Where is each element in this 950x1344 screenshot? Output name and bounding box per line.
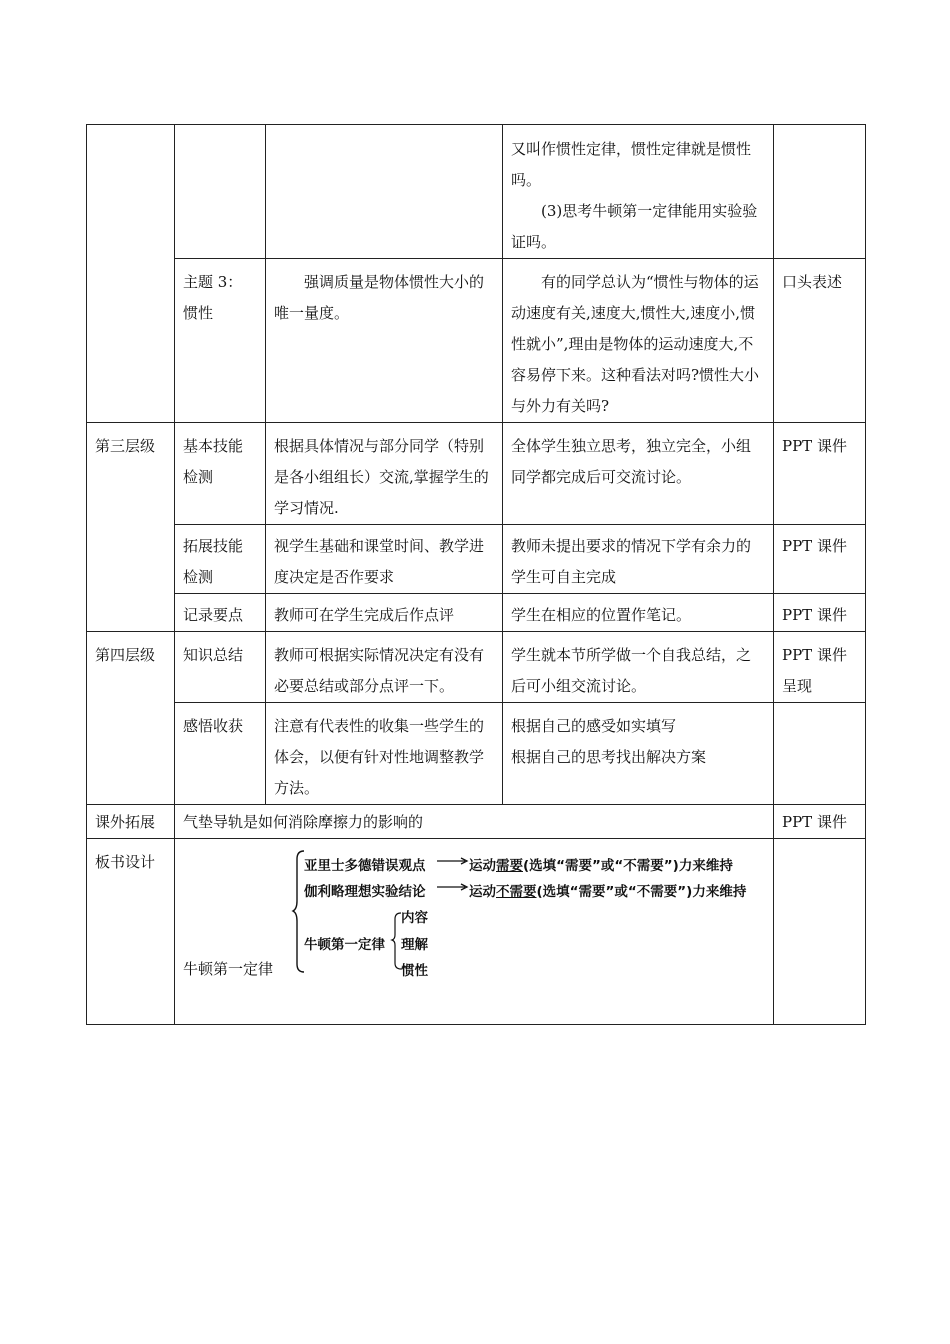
table-row xyxy=(87,839,866,1025)
result-text: (选填“需要”或“不需要”)力来维持 xyxy=(523,858,733,874)
level-text: 板书设计 xyxy=(95,853,156,871)
level-text: 课外拓展 xyxy=(95,813,156,831)
level-text: 第四层级 xyxy=(95,646,156,664)
student-text: 全体学生独立思考，独立完全，小组同学都完成后可交流讨论。 xyxy=(511,437,752,486)
resource-text: PPT 课件 xyxy=(782,437,847,455)
topic-cell xyxy=(175,594,266,632)
student-text: 根据自己的思考找出解决方案 xyxy=(511,748,707,766)
teacher-cell xyxy=(266,423,503,525)
topic-cell xyxy=(175,423,266,525)
resource-cell xyxy=(774,423,866,525)
table-row xyxy=(87,423,866,525)
topic-text: 知识总结 xyxy=(183,646,244,664)
board-newton-law: 牛顿第一定律 xyxy=(304,937,385,953)
student-cell xyxy=(503,594,774,632)
topic-cell xyxy=(175,632,266,703)
teacher-cell xyxy=(266,703,503,805)
student-text: 有的同学总认为“惯性与物体的运动速度有关,速度大,惯性大,速度小,惯性就小”,理由是物体的运动速度大,不容易停下来。这种看法对吗?惯性大小与外力有关吗? xyxy=(511,273,760,415)
activity-text: 又叫作惯性定律，惯性定律就是惯性吗。 xyxy=(511,140,752,189)
board-sub-item: 内容 xyxy=(401,910,428,926)
teacher-text: 根据具体情况与部分同学（特别是各小组组长）交流,掌握学生的学习情况. xyxy=(274,437,489,517)
level-cell xyxy=(87,632,175,805)
resource-cell xyxy=(774,259,866,423)
table-row xyxy=(87,525,866,594)
board-sub-item: 理解 xyxy=(401,937,428,953)
student-cell xyxy=(503,632,774,703)
resource-text: 口头表述 xyxy=(782,273,843,291)
resource-text: PPT 课件 xyxy=(782,606,847,624)
table-row xyxy=(87,632,866,703)
table-row xyxy=(87,259,866,423)
board-sub-item: 惯性 xyxy=(401,963,428,979)
teacher-text: 教师可根据实际情况决定有没有必要总结或部分点评一下。 xyxy=(274,646,485,695)
level-cell xyxy=(87,839,175,1025)
board-root-title: 牛顿第一定律 xyxy=(183,960,274,978)
teacher-cell xyxy=(266,259,503,423)
student-text: 根据自己的感受如实填写 xyxy=(511,717,677,735)
result-text: (选填“需要”或“不需要”)力来维持 xyxy=(536,884,747,900)
resource-cell xyxy=(774,805,866,839)
table-row xyxy=(87,703,866,805)
topic-text: 主题 3：惯性 xyxy=(183,273,243,322)
content-cell xyxy=(175,805,774,839)
topic-text: 记录要点 xyxy=(183,606,244,624)
board-diagram xyxy=(183,839,765,1021)
resource-cell xyxy=(774,525,866,594)
resource-cell xyxy=(774,839,866,1025)
student-text: 教师未提出要求的情况下学有余力的学生可自主完成 xyxy=(511,537,752,586)
topic-cell xyxy=(175,703,266,805)
student-cell xyxy=(503,703,774,805)
galileo-label: 伽利略理想实验结论 xyxy=(304,884,426,900)
level-cell xyxy=(87,805,175,839)
level-text: 第三层级 xyxy=(95,437,156,455)
result-text: 运动 xyxy=(469,884,496,900)
lesson-plan-table xyxy=(86,124,866,1025)
activity-text: (3)思考牛顿第一定律能用实验验证吗。 xyxy=(511,202,758,251)
resource-cell xyxy=(774,703,866,805)
board-design-cell xyxy=(175,839,774,1025)
teacher-cell xyxy=(266,125,503,259)
teacher-text: 注意有代表性的收集一些学生的体会，以便有针对性地调整教学方法。 xyxy=(274,717,485,797)
table-row xyxy=(87,125,866,259)
teacher-cell xyxy=(266,525,503,594)
table-row xyxy=(87,805,866,839)
level-cell xyxy=(87,125,175,423)
resource-text: PPT 课件 xyxy=(782,537,847,555)
student-cell xyxy=(503,423,774,525)
resource-cell xyxy=(774,125,866,259)
student-text: 学生就本节所学做一个自我总结，之后可小组交流讨论。 xyxy=(511,646,752,695)
student-cell xyxy=(503,125,774,259)
answer-text: 需要 xyxy=(496,858,523,874)
teacher-cell xyxy=(266,632,503,703)
topic-text: 拓展技能检测 xyxy=(183,537,244,586)
student-text: 学生在相应的位置作笔记。 xyxy=(511,606,692,624)
teacher-text: 强调质量是物体惯性大小的唯一量度。 xyxy=(274,273,485,322)
resource-cell xyxy=(774,632,866,703)
topic-cell xyxy=(175,125,266,259)
answer-text: 不需要 xyxy=(496,884,537,900)
teacher-text: 教师可在学生完成后作点评 xyxy=(274,606,455,624)
table-row xyxy=(87,594,866,632)
teacher-cell xyxy=(266,594,503,632)
resource-cell xyxy=(774,594,866,632)
resource-text: PPT 课件 xyxy=(782,813,847,831)
content-text: 气垫导轨是如何消除摩擦力的影响的 xyxy=(183,813,424,831)
board-line-galileo-result xyxy=(469,877,746,908)
teacher-text: 视学生基础和课堂时间、教学进度决定是否作要求 xyxy=(274,537,485,586)
student-cell xyxy=(503,259,774,423)
topic-text: 感悟收获 xyxy=(183,717,244,735)
topic-cell xyxy=(175,259,266,423)
aristotle-label: 亚里士多德错误观点 xyxy=(304,858,426,874)
level-cell xyxy=(87,423,175,632)
topic-cell xyxy=(175,525,266,594)
topic-text: 基本技能检测 xyxy=(183,437,244,486)
student-cell xyxy=(503,525,774,594)
result-text: 运动 xyxy=(469,858,496,874)
resource-text: PPT 课件呈现 xyxy=(782,646,847,695)
